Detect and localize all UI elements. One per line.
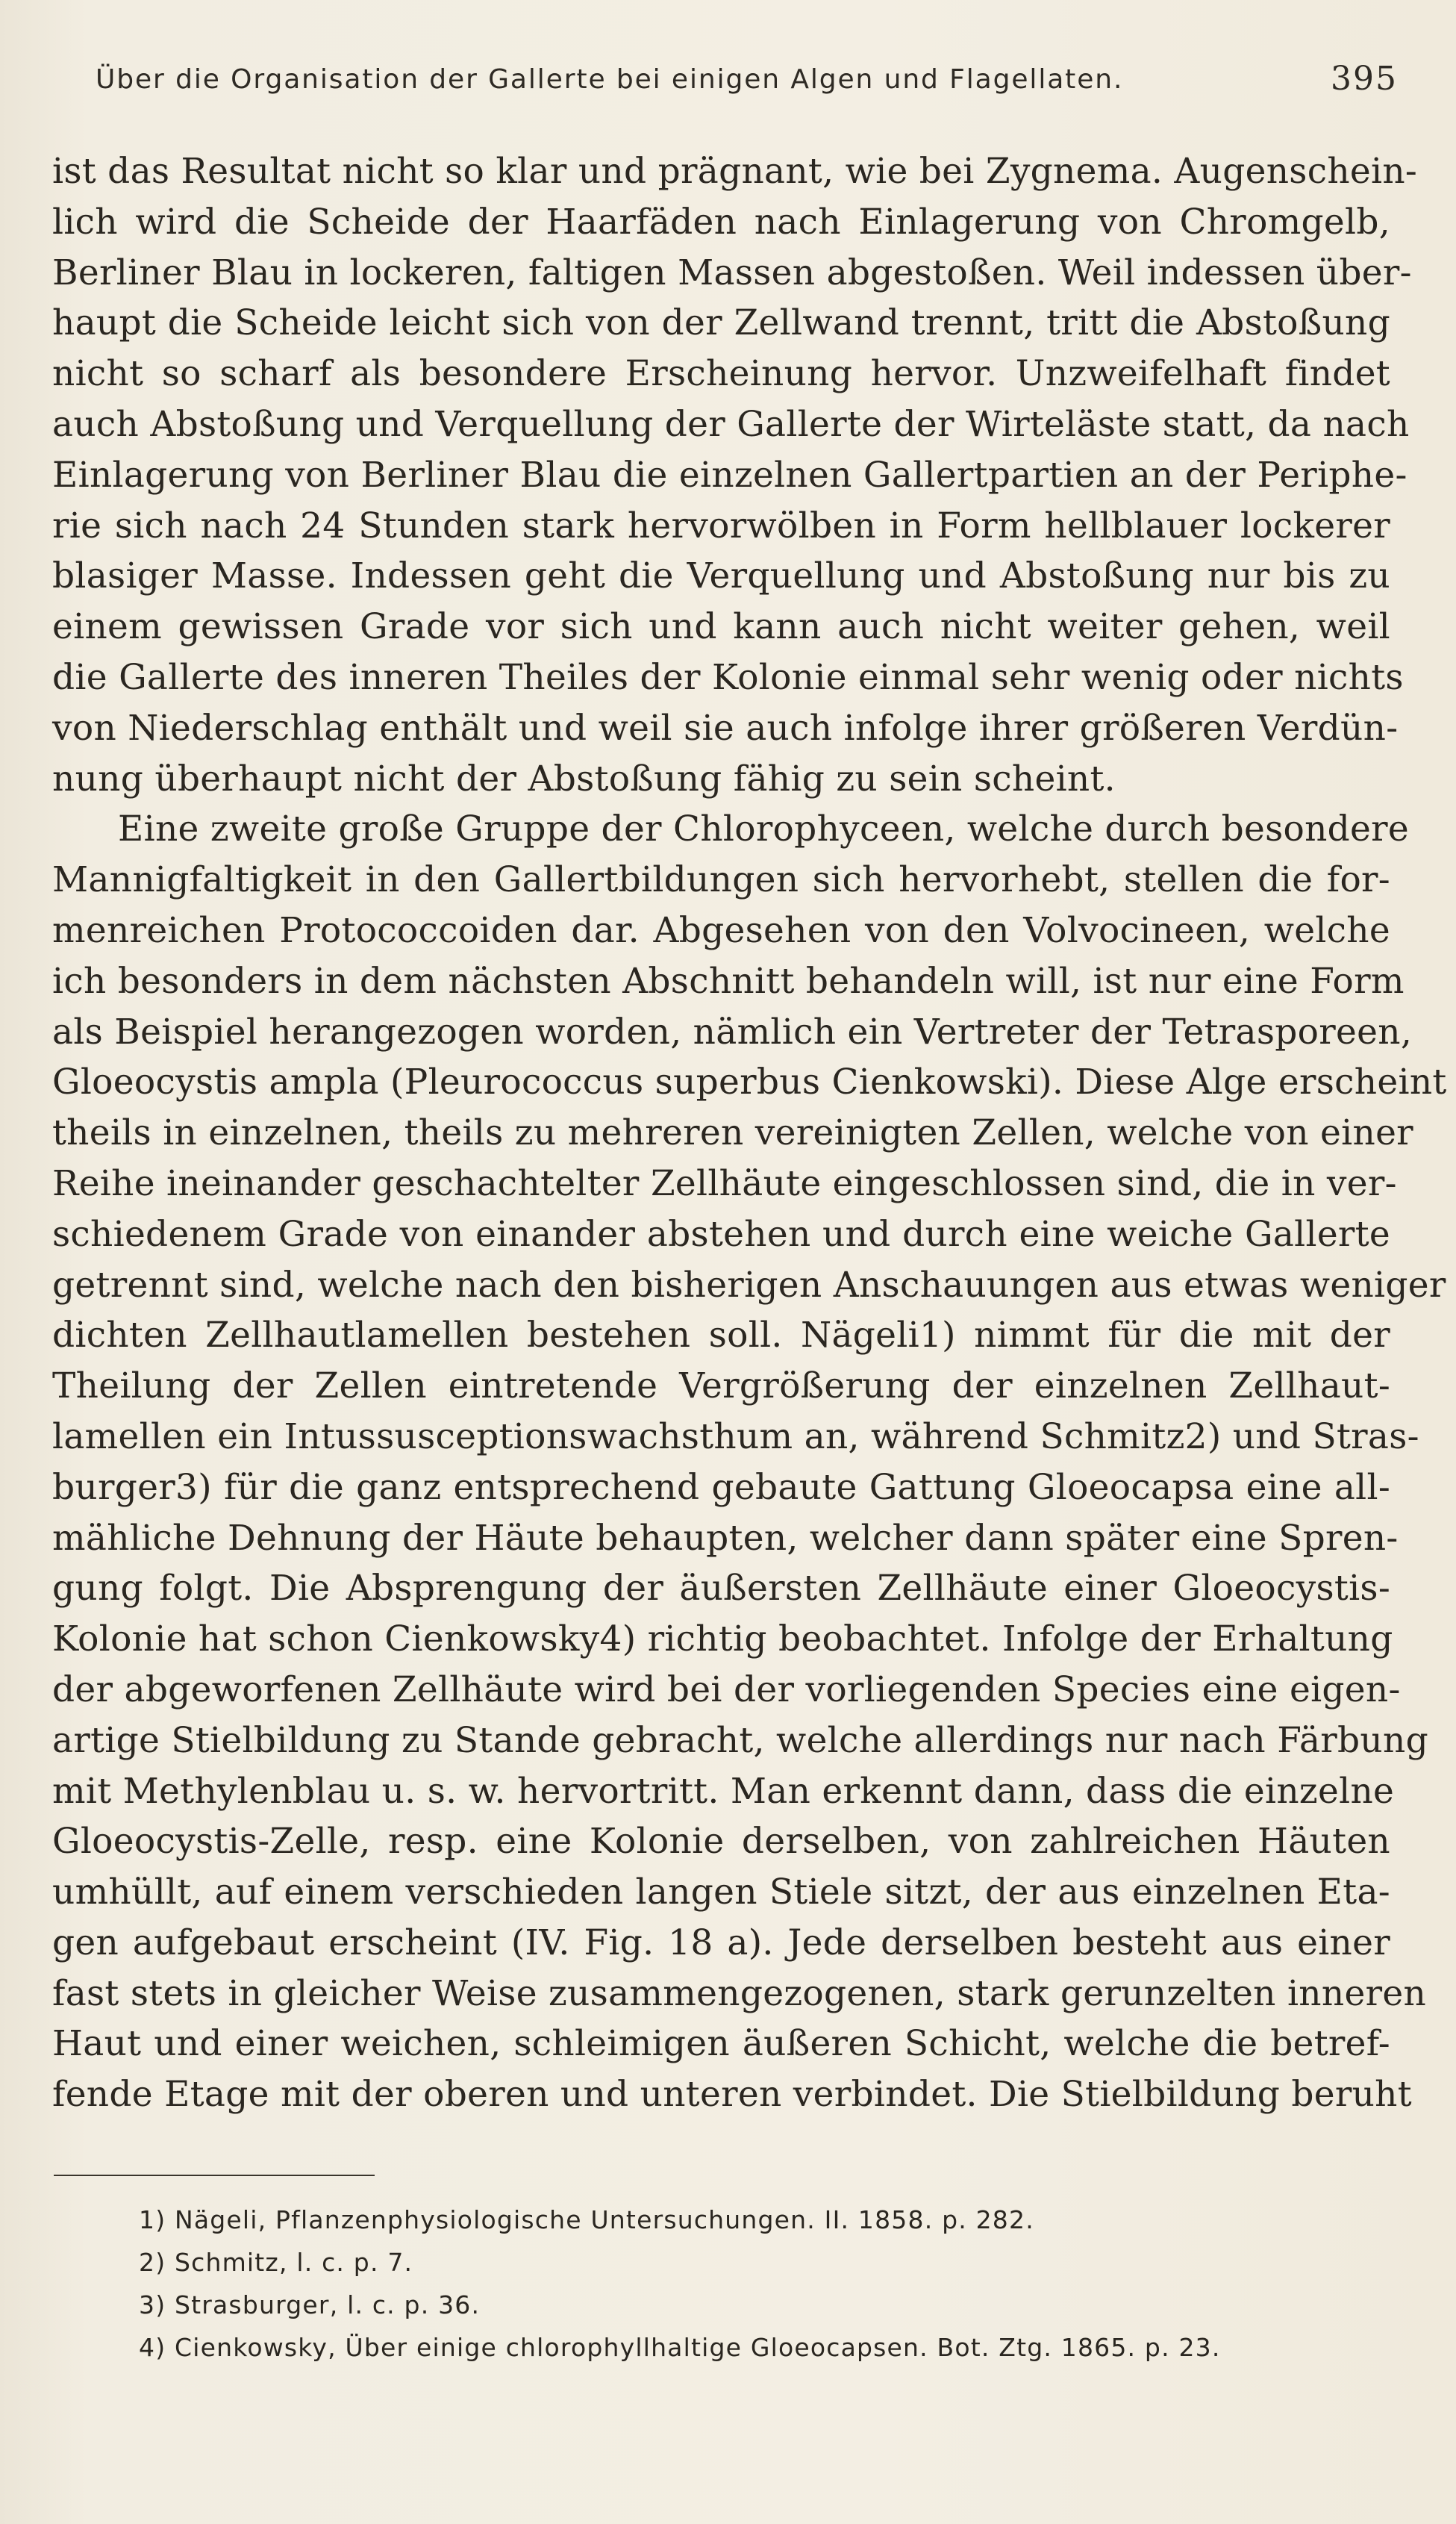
text-line: Haut und einer weichen, schleimigen äußeren Schicht, welche die betref- <box>52 2023 1390 2065</box>
text-line: Mannigfaltigkeit in den Gallertbildungen sich hervorhebt, stellen die for- <box>52 859 1390 901</box>
text-line: nicht so scharf als besondere Erscheinung hervor. Unzweifelhaft findet <box>52 353 1390 395</box>
text-line: Gloeocystis-Zelle, resp. eine Kolonie derselben, von zahlreichen Häuten <box>52 1821 1390 1863</box>
footnote-3: 3) Strasburger, l. c. p. 36. <box>139 2290 481 2319</box>
page-header <box>96 60 1398 109</box>
text-line: Einlagerung von Berliner Blau die einzelnen Gallertpartien an der Periphe- <box>52 454 1407 496</box>
text-line: ich besonders in dem nächsten Abschnitt behandeln will, ist nur eine Form <box>52 960 1405 1002</box>
text-line: blasiger Masse. Indessen geht die Verquellung und Abstoßung nur bis zu <box>52 555 1390 597</box>
text-line: Theilung der Zellen eintretende Vergrößerung der einzelnen Zellhaut- <box>52 1365 1390 1407</box>
text-line: rie sich nach 24 Stunden stark hervorwölben in Form hellblauer lockerer <box>52 505 1390 546</box>
text-line: menreichen Protococcoiden dar. Abgesehen von den Volvocineen, welche <box>52 909 1390 951</box>
text-line: auch Abstoßung und Verquellung der Gallerte der Wirteläste statt, da nach <box>52 403 1410 445</box>
text-line: artige Stielbildung zu Stande gebracht, welche allerdings nur nach Färbung <box>52 1719 1428 1761</box>
paragraph-start-line: Eine zweite große Gruppe der Chlorophyceen, welche durch besondere <box>118 808 1410 850</box>
text-line: Reihe ineinander geschachtelter Zellhäute eingeschlossen sind, die in ver- <box>52 1162 1397 1204</box>
paragraph-end-line: nung überhaupt nicht der Abstoßung fähig zu sein scheint. <box>52 758 1116 800</box>
text-line: der abgeworfenen Zellhäute wird bei der vorliegenden Species eine eigen- <box>52 1668 1401 1710</box>
text-line: dichten Zellhautlamellen bestehen soll. Nägeli1) nimmt für die mit der <box>52 1315 1390 1356</box>
text-line: fast stets in gleicher Weise zusammengezogenen, stark gerunzelten inneren <box>52 1972 1427 2014</box>
text-line: theils in einzelnen, theils zu mehreren vereinigten Zellen, welche von einer <box>52 1112 1413 1154</box>
running-title: Über die Organisation der Gallerte bei einigen Algen und Flagellaten. <box>96 64 1124 95</box>
footnote-2: 2) Schmitz, l. c. p. 7. <box>139 2248 413 2277</box>
text-line: gung folgt. Die Absprengung der äußersten Zellhäute einer Gloeocystis- <box>52 1568 1390 1610</box>
text-line: umhüllt, auf einem verschieden langen Stiele sitzt, der aus einzelnen Eta- <box>52 1872 1390 1913</box>
text-line: mit Methylenblau u. s. w. hervortritt. Man erkennt dann, dass die einzelne <box>52 1770 1395 1812</box>
text-line: gen aufgebaut erscheint (IV. Fig. 18 a). Jede derselben besteht aus einer <box>52 1922 1390 1963</box>
text-line: ist das Resultat nicht so klar und prägnant, wie bei Zygnema. Augenschein- <box>52 151 1418 192</box>
footnote-4: 4) Cienkowsky, Über einige chlorophyllhaltige Gloeocapsen. Bot. Ztg. 1865. p. 23. <box>139 2333 1221 2362</box>
footnote-divider <box>54 2175 375 2176</box>
body-text <box>52 146 1447 2120</box>
text-line: burger3) für die ganz entsprechend gebaute Gattung Gloeocapsa eine all- <box>52 1466 1390 1508</box>
text-line: von Niederschlag enthält und weil sie auch infolge ihrer größeren Verdün- <box>52 707 1399 749</box>
text-line: Gloeocystis ampla (Pleurococcus superbus Cienkowski). Diese Alge erscheint <box>52 1062 1447 1103</box>
text-line: Berliner Blau in lockeren, faltigen Massen abgestoßen. Weil indessen über- <box>52 252 1412 293</box>
text-line: einem gewissen Grade vor sich und kann auch nicht weiter gehen, weil <box>52 606 1390 648</box>
text-line: mähliche Dehnung der Häute behaupten, welcher dann später eine Spren- <box>52 1517 1399 1559</box>
text-line: lich wird die Scheide der Haarfäden nach Einlagerung von Chromgelb, <box>52 201 1390 243</box>
text-line: getrennt sind, welche nach den bisherigen Anschauungen aus etwas weniger <box>52 1264 1446 1306</box>
text-line: haupt die Scheide leicht sich von der Zellwand trennt, tritt die Abstoßung <box>52 302 1390 344</box>
text-line: schiedenem Grade von einander abstehen und durch eine weiche Gallerte <box>52 1213 1390 1255</box>
text-line: als Beispiel herangezogen worden, nämlich ein Vertreter der Tetrasporeen, <box>52 1011 1413 1053</box>
text-line: die Gallerte des inneren Theiles der Kolonie einmal sehr wenig oder nichts <box>52 656 1404 698</box>
footnotes <box>139 2199 1393 2369</box>
text-line: fende Etage mit der oberen und unteren verbindet. Die Stielbildung beruht <box>52 2074 1412 2116</box>
footnote-1: 1) Nägeli, Pflanzenphysiologische Untersuchungen. II. 1858. p. 282. <box>139 2205 1034 2234</box>
text-line: Kolonie hat schon Cienkowsky4) richtig beobachtet. Infolge der Erhaltung <box>52 1618 1393 1660</box>
page-number: 395 <box>1331 60 1398 98</box>
text-line: lamellen ein Intussusceptionswachsthum an, während Schmitz2) und Stras- <box>52 1415 1419 1457</box>
